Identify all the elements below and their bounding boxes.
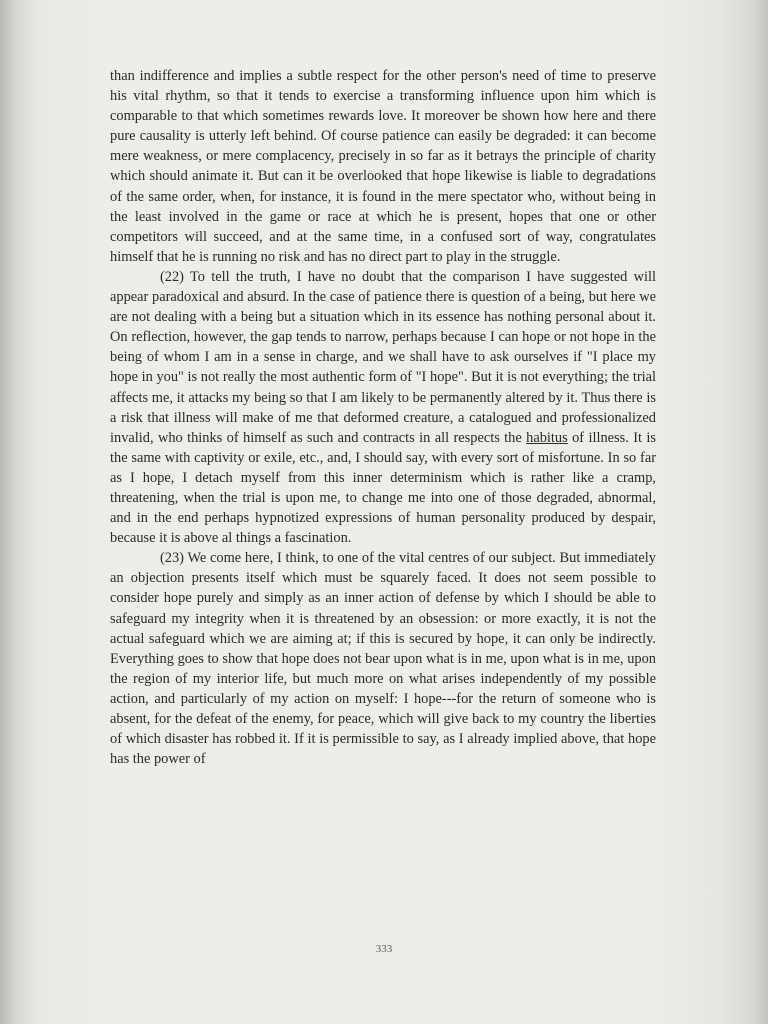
paragraph-text-continued: of illness. It is the same with captivity or exile, etc., and, I should say, with every sort of misfortune. In so far as I hope, I detach myself from this inner determinism which is rather like a cramp, threatening, when the trial is upon me, to change me into one of those degraded, abnormal, and in the end perhaps hypnotized expressions of human personality produced by despair, because it is above al things a fascination. bbox=[110, 429, 656, 547]
paragraph-22 bbox=[110, 267, 656, 548]
paragraph-text: We come here, I think, to one of the vital centres of our subject. But immediately an objection presents itself which must be squarely faced. It does not seem possible to consider hope purely and simply as an inner action of defense by which I should be able to safeguard my integrity when it is threatened by an obsession: or more exactly, it is not the actual safeguard which we are aiming at; if this is secured by hope, it can only be indirectly. Everything goes to show that hope does not bear upon what is in me, upon what is in me, upon the region of my interior life, but much more on what arises independently of my possible action, and particularly of my action on myself: I hope---for the return of someone who is absent, for the defeat of the enemy, for peace, which will give back to my country the liberties of which disaster has robbed it. If it is permissible to say, as I already implied above, that hope has the power of bbox=[110, 550, 656, 768]
paragraph-23 bbox=[110, 548, 656, 769]
paragraph-number: (23) bbox=[160, 550, 184, 567]
body-text bbox=[110, 66, 656, 769]
paragraph-continuation bbox=[110, 66, 656, 267]
paragraph-number: (22) bbox=[160, 268, 184, 285]
paragraph-text: To tell the truth, I have no doubt that the comparison I have suggested will appear paradoxical and absurd. In the case of patience there is question of a being, but here we are not dealing with a being but a situation which in its essence has nothing personal about it. On reflection, however, the gap tends to narrow, perhaps because I can hope or not hope in the being of whom I am in a sense in charge, and we shall have to ask ourselves if "I place my hope in you" is not really the most authentic form of "I hope". But it is not everything; the trial affects me, it attacks my being so that I am likely to be permanently altered by it. Thus there is a risk that illness will make of me that deformed creature, a catalogued and professionalized invalid, who thinks of himself as such and contracts in all respects the bbox=[110, 268, 656, 446]
page-number: 333 bbox=[375, 943, 393, 955]
paragraph-text: than indifference and implies a subtle respect for the other person's need of time to preserve his vital rhythm, so that it tends to exercise a transforming influence upon him which is comparable to that which sometimes rewards love. It moreover be shown how here and there pure causality is utterly left behind. Of course patience can easily be degraded: it can become mere weakness, or mere complacency, precisely in so far as it betrays the principle of charity which should animate it. But can it be overlooked that hope likewise is liable to degradations of the same order, when, for instance, it is found in the mere spectator who, without being in the least involved in the game or race at which he is present, hopes that one or other competitors will succeed, and at the same time, in a confused sort of way, congratulates himself that he is running no risk and has no direct part to play in the struggle. bbox=[110, 68, 656, 265]
underlined-term: habitus bbox=[526, 429, 568, 446]
